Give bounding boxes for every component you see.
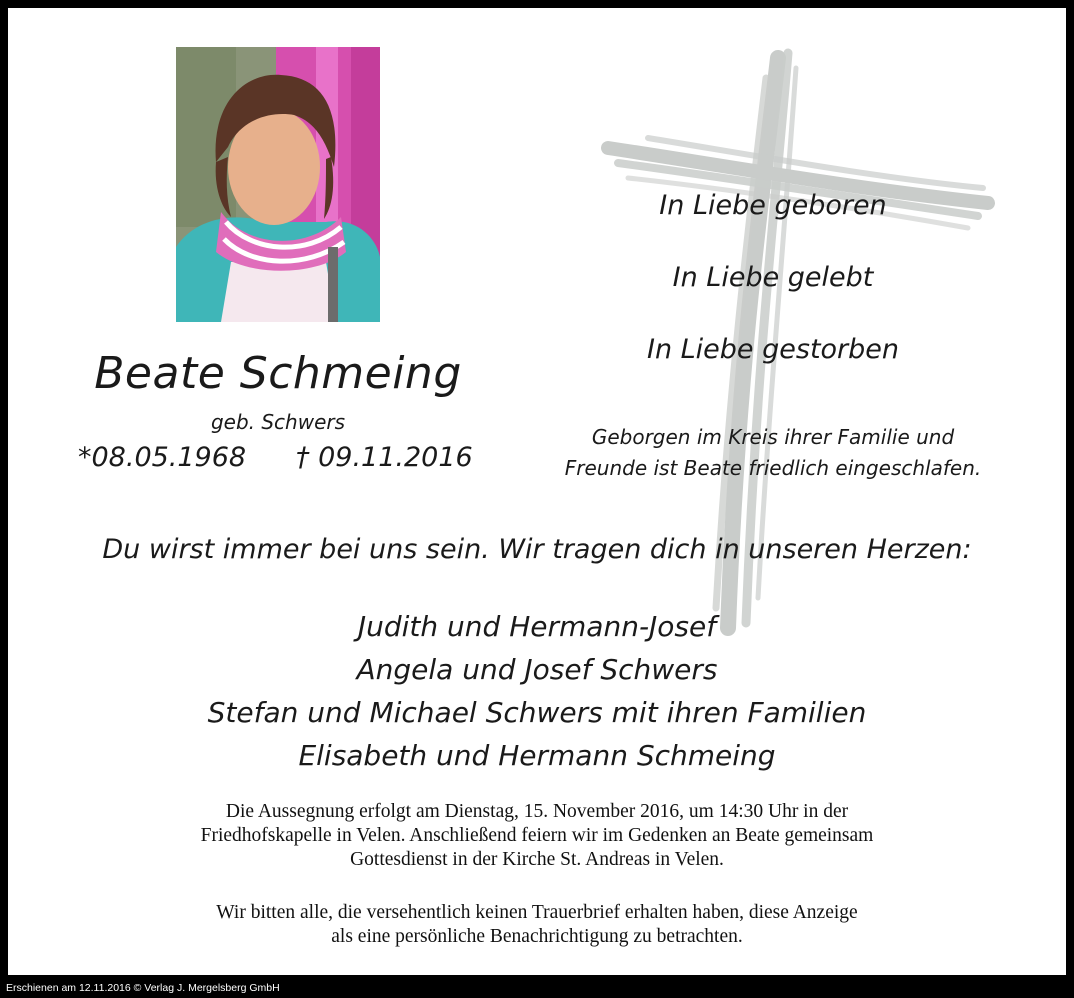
motto-line: In Liebe gelebt <box>672 262 874 293</box>
death-date: † 09.11.2016 <box>296 442 473 473</box>
motto-line: In Liebe geboren <box>659 190 887 221</box>
service-info <box>98 800 976 872</box>
request-line: als eine persönliche Benachrichtigung zu betrachten. <box>331 926 743 947</box>
deceased-name: Beate Schmeing <box>94 348 462 399</box>
portrait-photo <box>176 47 380 322</box>
publication-footer: Erschienen am 12.11.2016 © Verlag J. Mergelsberg GmbH <box>6 982 280 994</box>
service-line: Friedhofskapelle in Velen. Anschließend feiern wir im Gedenken an Beate gemeinsam <box>200 825 874 846</box>
mourner-item: Angela und Josef Schwers <box>356 653 718 686</box>
sheltered-text <box>548 422 998 484</box>
mourners-list <box>8 605 1066 777</box>
service-line: Die Aussegnung erfolgt am Dienstag, 15. November 2016, um 14:30 Uhr in der <box>225 801 849 822</box>
mourner-item: Elisabeth und Hermann Schmeing <box>298 739 776 772</box>
mourner-item: Judith und Hermann-Josef <box>357 610 717 643</box>
motto-line: In Liebe gestorben <box>646 334 900 365</box>
mourner-item: Stefan und Michael Schwers mit ihren Familien <box>207 696 867 729</box>
notification-request <box>98 901 976 949</box>
obituary-card <box>8 8 1066 975</box>
birth-date: *08.05.1968 <box>78 442 247 473</box>
request-line: Wir bitten alle, die versehentlich keinen Trauerbrief erhalten haben, diese Anzeige <box>216 902 858 923</box>
service-line: Gottesdienst in der Kirche St. Andreas in Velen. <box>350 849 724 870</box>
maiden-name: geb. Schwers <box>210 410 346 434</box>
sheltered-line: Freunde ist Beate friedlich eingeschlafen. <box>564 456 982 480</box>
sheltered-line: Geborgen im Kreis ihrer Familie und <box>591 425 955 449</box>
heart-line: Du wirst immer bei uns sein. Wir tragen dich in unseren Herzen: <box>102 534 972 565</box>
